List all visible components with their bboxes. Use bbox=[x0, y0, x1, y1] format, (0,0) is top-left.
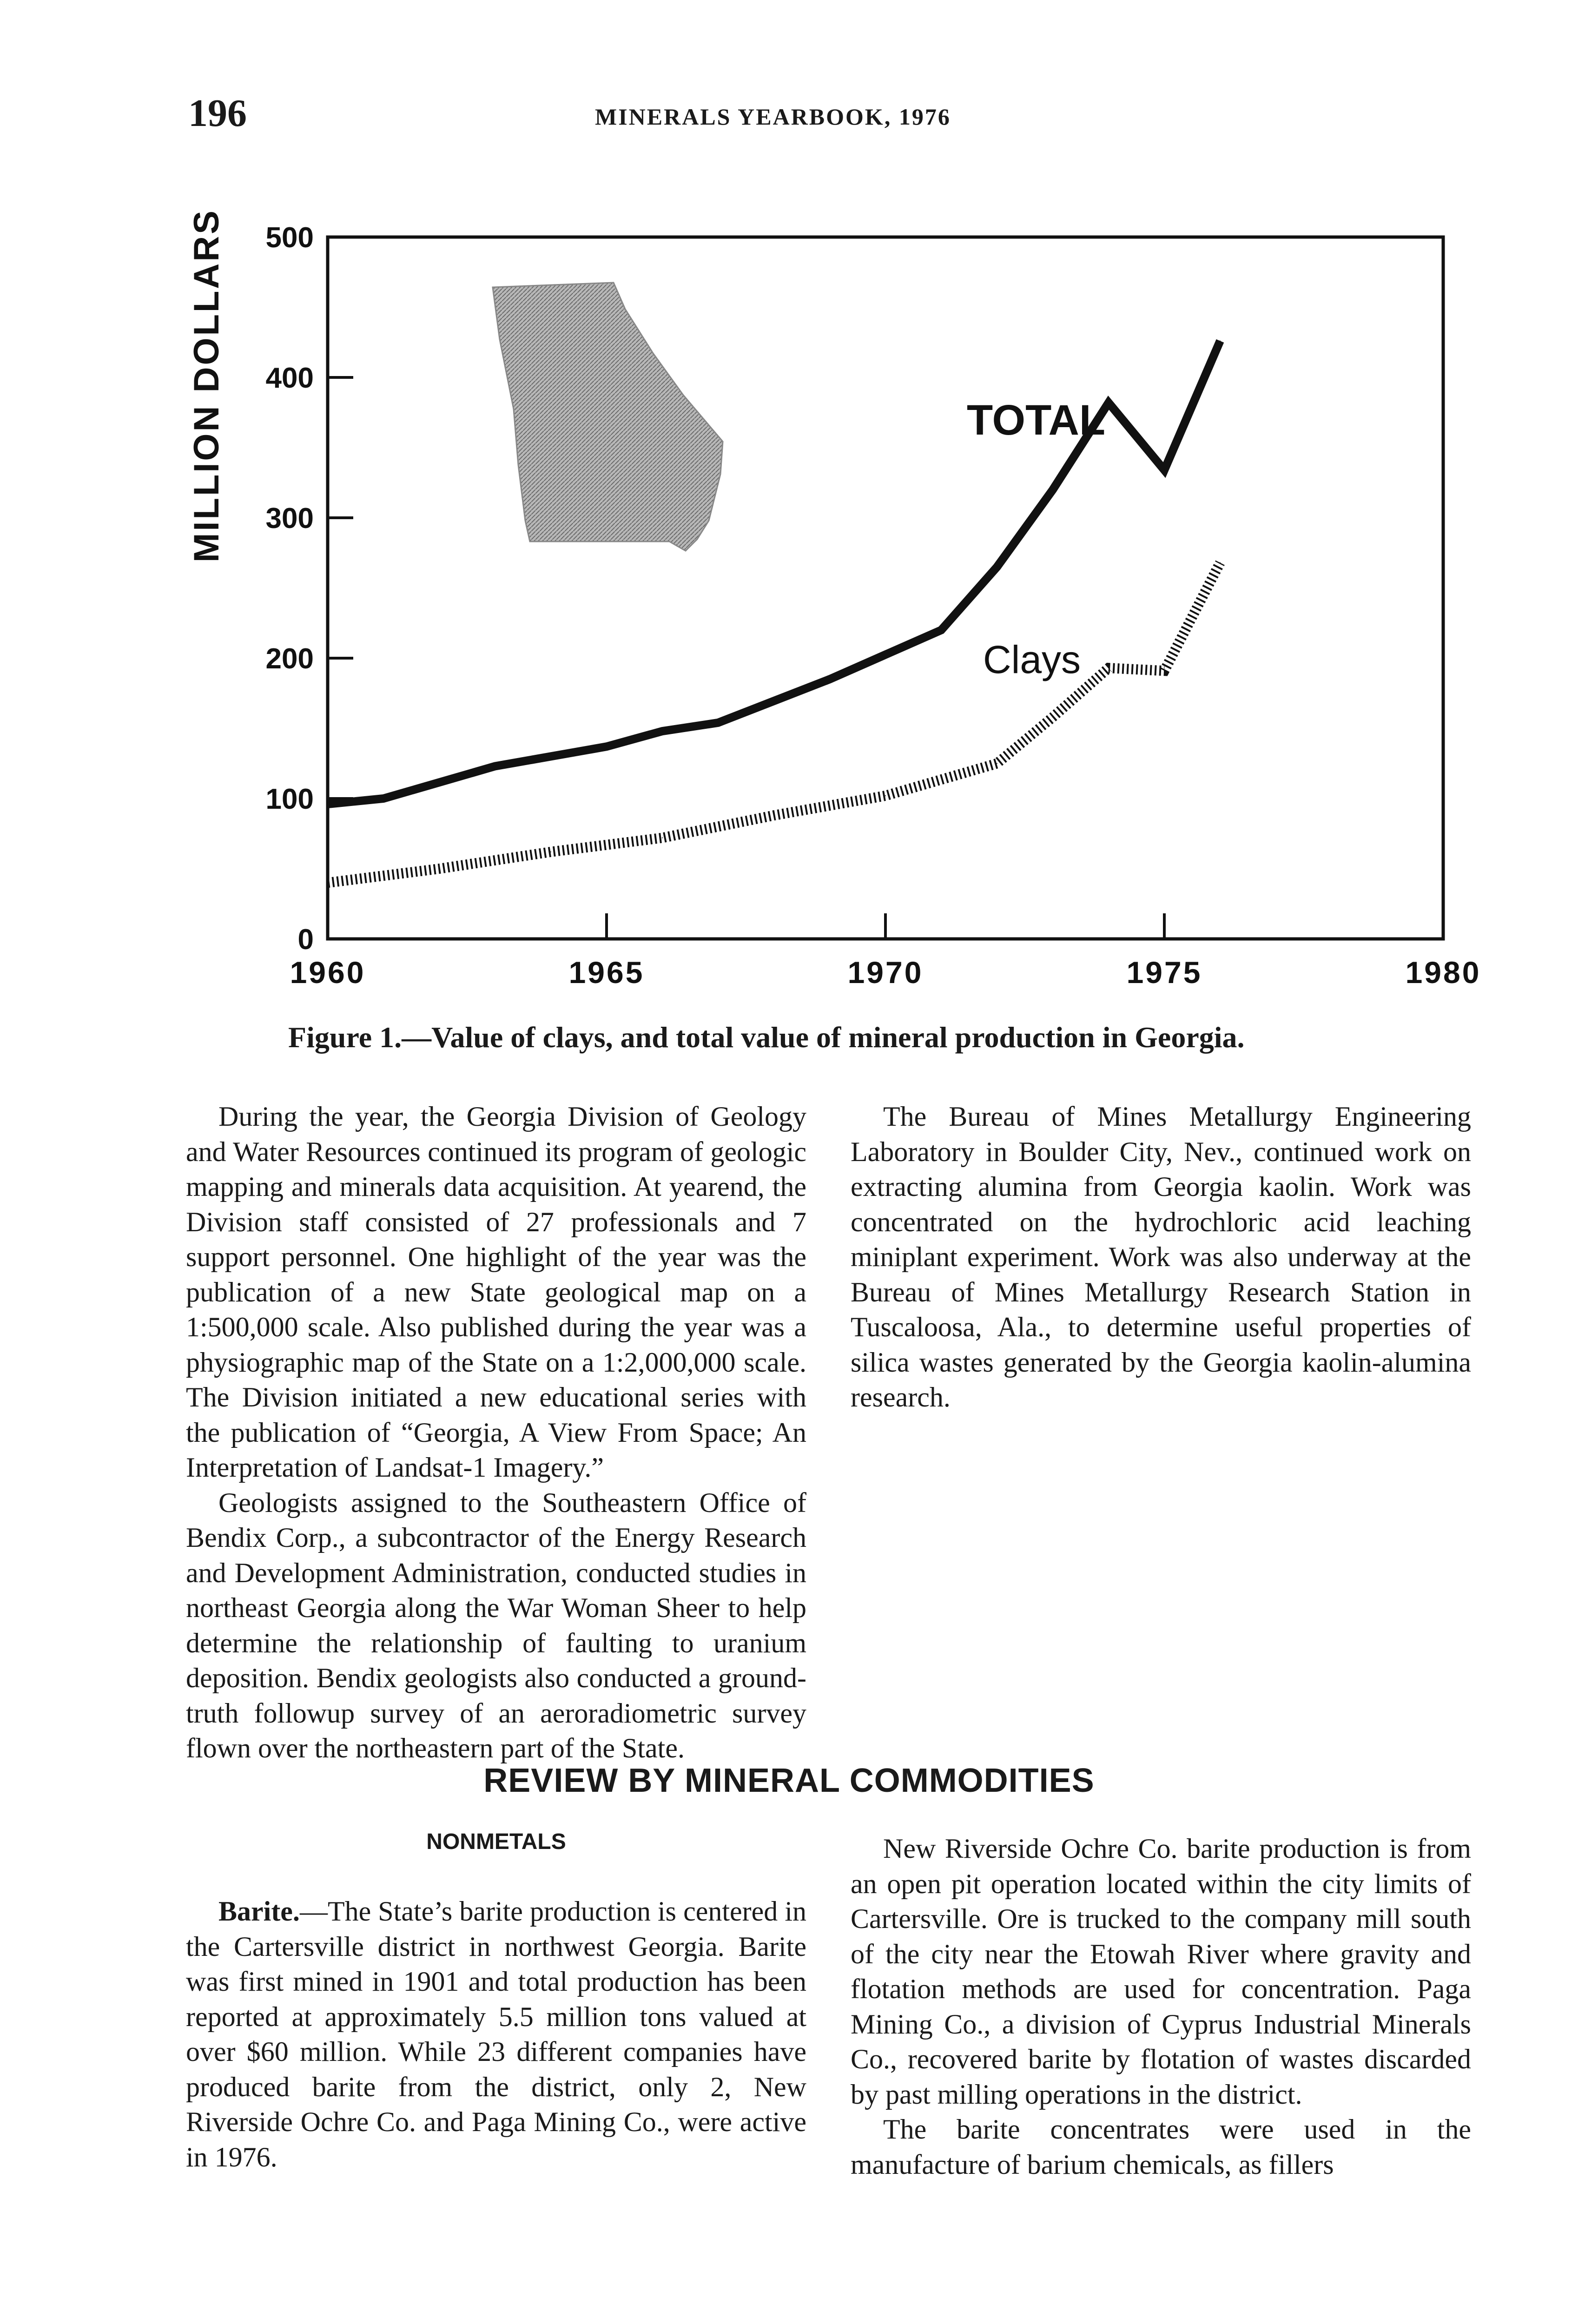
data-point-total bbox=[1164, 469, 1165, 470]
data-point-total bbox=[1052, 489, 1053, 490]
paragraph-text: —The State’s barite production is centered in the Cartersville district in northwest Georgia. Barite was first mined in 1901 and total production has been reported at approximately 5.5 million tons valued at over $60 million. While 23 different companies have produced barite from the district, only 2, New Riverside Ochre Co. and Paga Mining Co., were active in 1976. bbox=[186, 1896, 806, 2172]
x-tick-label: 1965 bbox=[568, 955, 645, 990]
data-point-clays bbox=[1052, 717, 1053, 718]
series-label-total: TOTAL bbox=[967, 396, 1106, 444]
y-tick-label: 400 bbox=[265, 362, 314, 394]
data-point-total bbox=[606, 746, 607, 747]
y-axis-label: MILLION DOLLARS bbox=[187, 209, 226, 562]
barite-right-column bbox=[851, 1831, 1471, 2182]
section-heading: REVIEW BY MINERAL COMMODITIES bbox=[483, 1762, 1095, 1799]
data-point-total bbox=[1220, 340, 1221, 341]
y-tick-label: 0 bbox=[297, 924, 314, 956]
body-left-column bbox=[186, 1099, 806, 1766]
paragraph: Geologists assigned to the Southeastern Office of Bendix Corp., a subcontractor of the Energy Research and Development Administration, conducted studies in northeast Georgia along the War Woman Sheer to help determine the relationship of faulting to uranium deposition. Bendix geologists also conducted a ground-truth followup survey of an aeroradiometric survey flown over the northeastern part of the State. bbox=[186, 1487, 806, 1763]
paragraph: The Bureau of Mines Metallurgy Engineering Laboratory in Boulder City, Nev., continued work on extracting alumina from Georgia kaolin. Work was concentrated on the hydrochloric acid leaching miniplant experiment. Work was also underway at the Bureau of Mines Metallurgy Research Station in Tuscaloosa, Ala., to determine useful properties of silica wastes generated by the Georgia kaolin-alumina research. bbox=[851, 1101, 1471, 1413]
data-point-clays bbox=[885, 795, 886, 796]
georgia-map-inset bbox=[493, 283, 723, 551]
y-tick-label: 300 bbox=[265, 502, 314, 535]
x-tick-label: 1960 bbox=[290, 955, 366, 990]
data-point-total bbox=[662, 731, 663, 732]
x-tick-label: 1970 bbox=[847, 955, 924, 990]
y-tick-label: 500 bbox=[265, 222, 314, 254]
data-point-clays bbox=[1164, 670, 1165, 671]
y-tick-label: 200 bbox=[265, 643, 314, 675]
data-point-clays bbox=[1108, 667, 1109, 668]
data-point-total bbox=[718, 722, 719, 723]
data-point-total bbox=[1108, 402, 1109, 403]
paragraph: During the year, the Georgia Division of Geology and Water Resources continued its program of geologic mapping and minerals data acquisition. At yearend, the Division staff consisted of 27 professionals and 7 support personnel. One highlight of the year was the publication of a new State geological map on a 1:500,000 scale. Also published during the year was a physiographic map of the State on a 1:2,000,000 scale. The Division initiated a new educational series with the publication of “Georgia, A View From Space; An Interpretation of Landsat-1 Imagery.” bbox=[186, 1101, 806, 1483]
figure-caption: Figure 1.—Value of clays, and total value of mineral production in Georgia. bbox=[288, 1021, 1245, 1054]
figure-chart bbox=[0, 0, 1578, 999]
data-point-clays bbox=[773, 815, 774, 816]
data-point-total bbox=[327, 804, 328, 805]
data-point-clays bbox=[327, 882, 328, 883]
data-point-clays bbox=[439, 868, 440, 869]
data-point-clays bbox=[1220, 562, 1221, 563]
paragraph bbox=[186, 1894, 806, 2175]
x-tick-label: 1980 bbox=[1405, 955, 1481, 990]
data-point-total bbox=[383, 798, 384, 799]
series-label-clays: Clays bbox=[983, 638, 1081, 681]
data-point-total bbox=[829, 679, 830, 680]
running-title: MINERALS YEARBOOK, 1976 bbox=[595, 104, 951, 130]
page-number: 196 bbox=[188, 92, 247, 135]
paragraph: The barite concentrates were used in the manufacture of barium chemicals, as fillers bbox=[851, 2114, 1471, 2180]
paragraph: New Riverside Ochre Co. barite production is from an open pit operation located within the city limits of Cartersville. Ore is trucked to the company mill south of the city near the Etowah River where gravity and flotation methods are used for concentration. Paga Mining Co., a division of Cyprus Industrial Minerals Co., recovered barite by flotation of wastes discarded by past milling operations in the district. bbox=[851, 1833, 1471, 2110]
plot-frame bbox=[328, 237, 1443, 939]
data-point-total bbox=[941, 630, 942, 631]
x-tick-label: 1975 bbox=[1126, 955, 1202, 990]
run-in-heading: Barite. bbox=[218, 1896, 300, 1927]
subsection-heading: NONMETALS bbox=[426, 1829, 566, 1854]
y-tick-label: 100 bbox=[265, 783, 314, 815]
series-line-clays bbox=[328, 563, 1220, 883]
barite-column bbox=[186, 1894, 806, 2175]
body-right-column bbox=[851, 1099, 1471, 1415]
